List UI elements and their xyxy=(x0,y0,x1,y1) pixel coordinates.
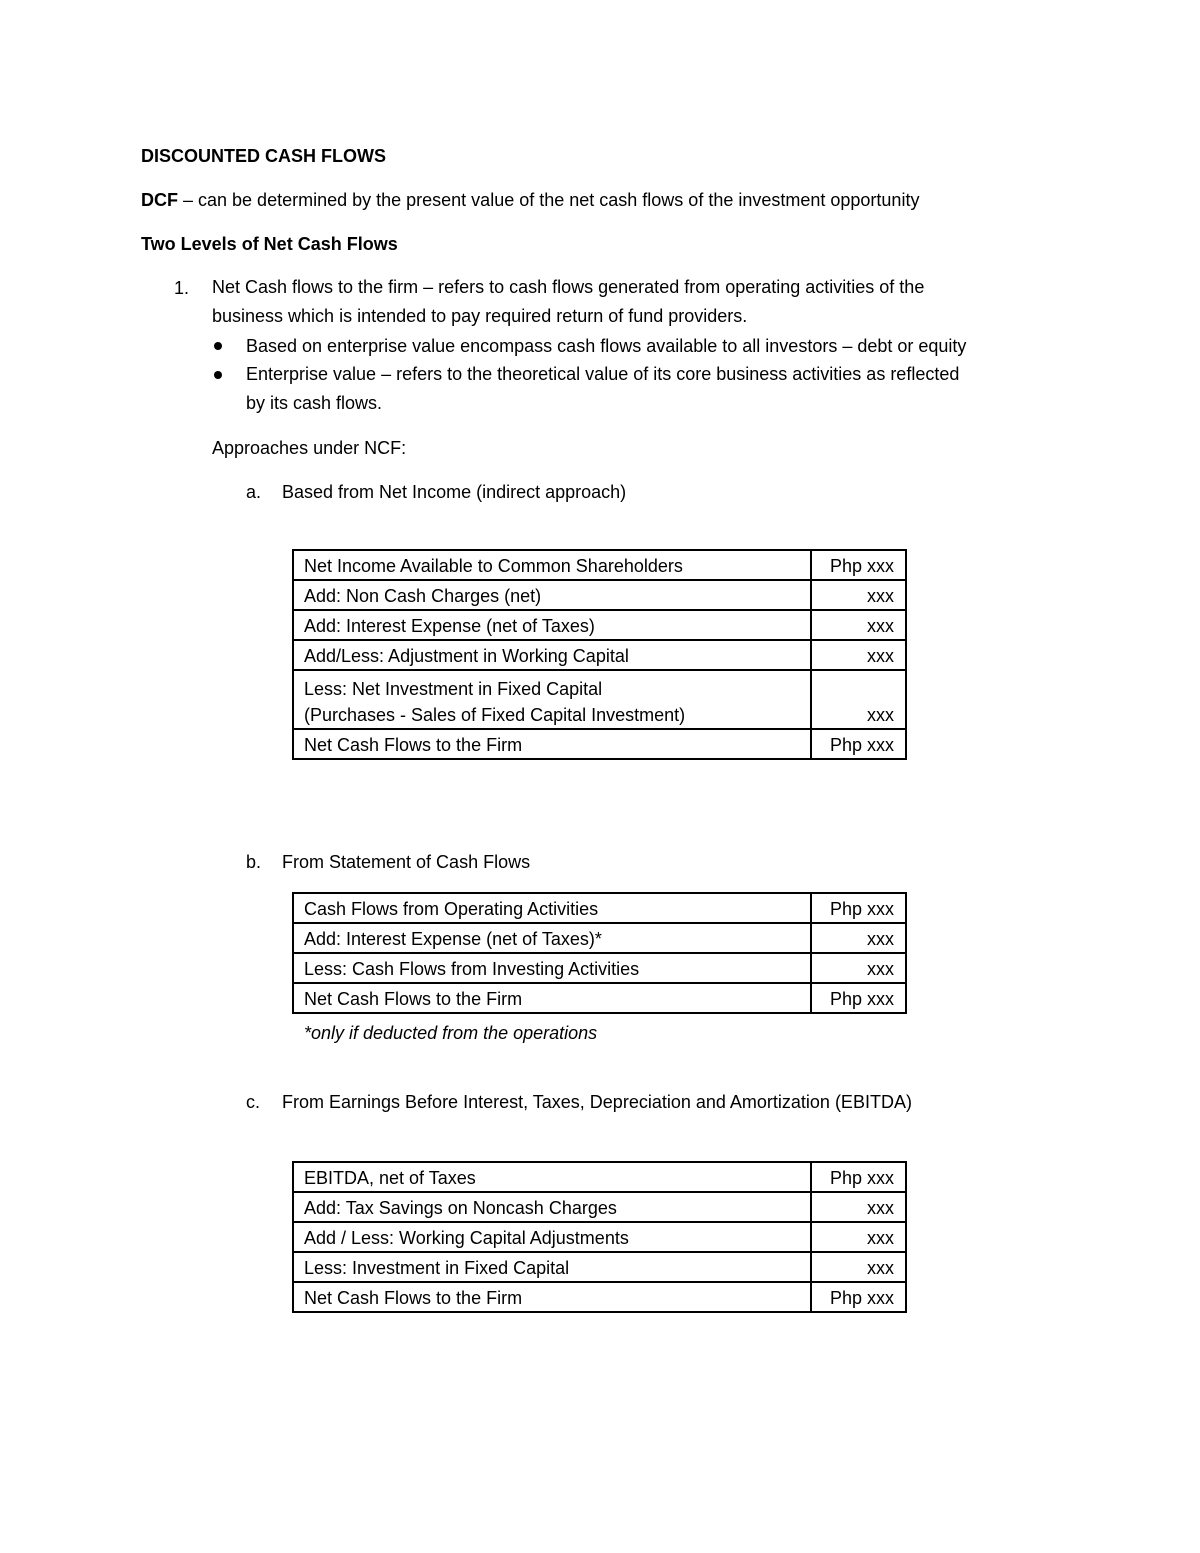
row-label: EBITDA, net of Taxes xyxy=(293,1162,811,1192)
row-value: xxx xyxy=(811,923,906,953)
table-row xyxy=(293,1252,906,1282)
row-label: Add: Interest Expense (net of Taxes) xyxy=(293,610,811,640)
approaches-heading: Approaches under NCF: xyxy=(212,438,407,458)
row-label: Add: Tax Savings on Noncash Charges xyxy=(293,1192,811,1222)
table-row xyxy=(293,1192,906,1222)
row-label: Net Cash Flows to the Firm xyxy=(293,1282,811,1312)
row-label-line1: Less: Net Investment in Fixed Capital xyxy=(304,679,603,699)
row-value: Php xxx xyxy=(811,983,906,1013)
row-value: xxx xyxy=(811,1222,906,1252)
cash-flow-statement-table xyxy=(292,892,907,1014)
footnote: *only if deducted from the operations xyxy=(304,1023,598,1043)
table-row xyxy=(293,580,906,610)
table-row xyxy=(293,923,906,953)
row-value: xxx xyxy=(811,580,906,610)
net-income-table xyxy=(292,549,907,760)
row-value: xxx xyxy=(811,610,906,640)
row-value: xxx xyxy=(811,953,906,983)
table-row xyxy=(293,1222,906,1252)
section-b-letter: b. xyxy=(246,852,262,872)
row-label: Cash Flows from Operating Activities xyxy=(293,893,811,923)
table-row xyxy=(293,670,906,729)
table-row xyxy=(293,550,906,580)
dcf-definition xyxy=(141,190,919,211)
levels-heading: Two Levels of Net Cash Flows xyxy=(141,234,398,254)
row-value: xxx xyxy=(811,670,906,729)
table-row xyxy=(293,729,906,759)
row-label: Add / Less: Working Capital Adjustments xyxy=(293,1222,811,1252)
table-row xyxy=(293,1162,906,1192)
item1-line1: Net Cash flows to the firm – refers to cash flows generated from operating activities of the xyxy=(212,277,925,297)
row-label: Less: Investment in Fixed Capital xyxy=(293,1252,811,1282)
section-c-letter: c. xyxy=(246,1092,261,1112)
item1-text xyxy=(212,273,924,331)
section-a-title: Based from Net Income (indirect approach) xyxy=(282,482,627,502)
row-value: Php xxx xyxy=(811,729,906,759)
item1-number: 1. xyxy=(174,278,190,298)
row-label: Net Income Available to Common Shareholders xyxy=(293,550,811,580)
page-title: DISCOUNTED CASH FLOWS xyxy=(141,146,386,166)
row-label: Net Cash Flows to the Firm xyxy=(293,983,811,1013)
table-row xyxy=(293,893,906,923)
table-row xyxy=(293,610,906,640)
row-value: Php xxx xyxy=(811,1162,906,1192)
section-b-title: From Statement of Cash Flows xyxy=(282,852,531,872)
section-a-letter: a. xyxy=(246,482,262,502)
table-row xyxy=(293,1282,906,1312)
bullet-1-text: Based on enterprise value encompass cash flows available to all investors – debt or equity xyxy=(246,336,967,356)
table-row xyxy=(293,983,906,1013)
dcf-term: DCF xyxy=(141,190,178,210)
bullet-2-line1: Enterprise value – refers to the theoretical value of its core business activities as reflected xyxy=(246,364,960,384)
bullet-icon xyxy=(214,371,222,379)
row-value: xxx xyxy=(811,1192,906,1222)
row-label: Net Cash Flows to the Firm xyxy=(293,729,811,759)
row-label: Less: Cash Flows from Investing Activities xyxy=(293,953,811,983)
bullet-2-line2: by its cash flows. xyxy=(246,393,383,413)
row-label: Add/Less: Adjustment in Working Capital xyxy=(293,640,811,670)
dcf-definition-text: – can be determined by the present value of the net cash flows of the investment opportunity xyxy=(178,190,920,210)
bullet-icon xyxy=(214,342,222,350)
table-row xyxy=(293,953,906,983)
row-value: xxx xyxy=(811,640,906,670)
row-label-line2: (Purchases - Sales of Fixed Capital Investment) xyxy=(304,705,686,725)
bullet-2-text xyxy=(246,360,959,418)
row-value: Php xxx xyxy=(811,893,906,923)
ebitda-table xyxy=(292,1161,907,1313)
row-label: Add: Non Cash Charges (net) xyxy=(293,580,811,610)
table-row xyxy=(293,640,906,670)
item1-line2: business which is intended to pay required return of fund providers. xyxy=(212,306,748,326)
row-value: Php xxx xyxy=(811,550,906,580)
row-label: Add: Interest Expense (net of Taxes)* xyxy=(293,923,811,953)
row-value: Php xxx xyxy=(811,1282,906,1312)
section-c-title: From Earnings Before Interest, Taxes, Depreciation and Amortization (EBITDA) xyxy=(282,1092,912,1112)
row-value: xxx xyxy=(811,1252,906,1282)
row-label xyxy=(293,670,811,729)
